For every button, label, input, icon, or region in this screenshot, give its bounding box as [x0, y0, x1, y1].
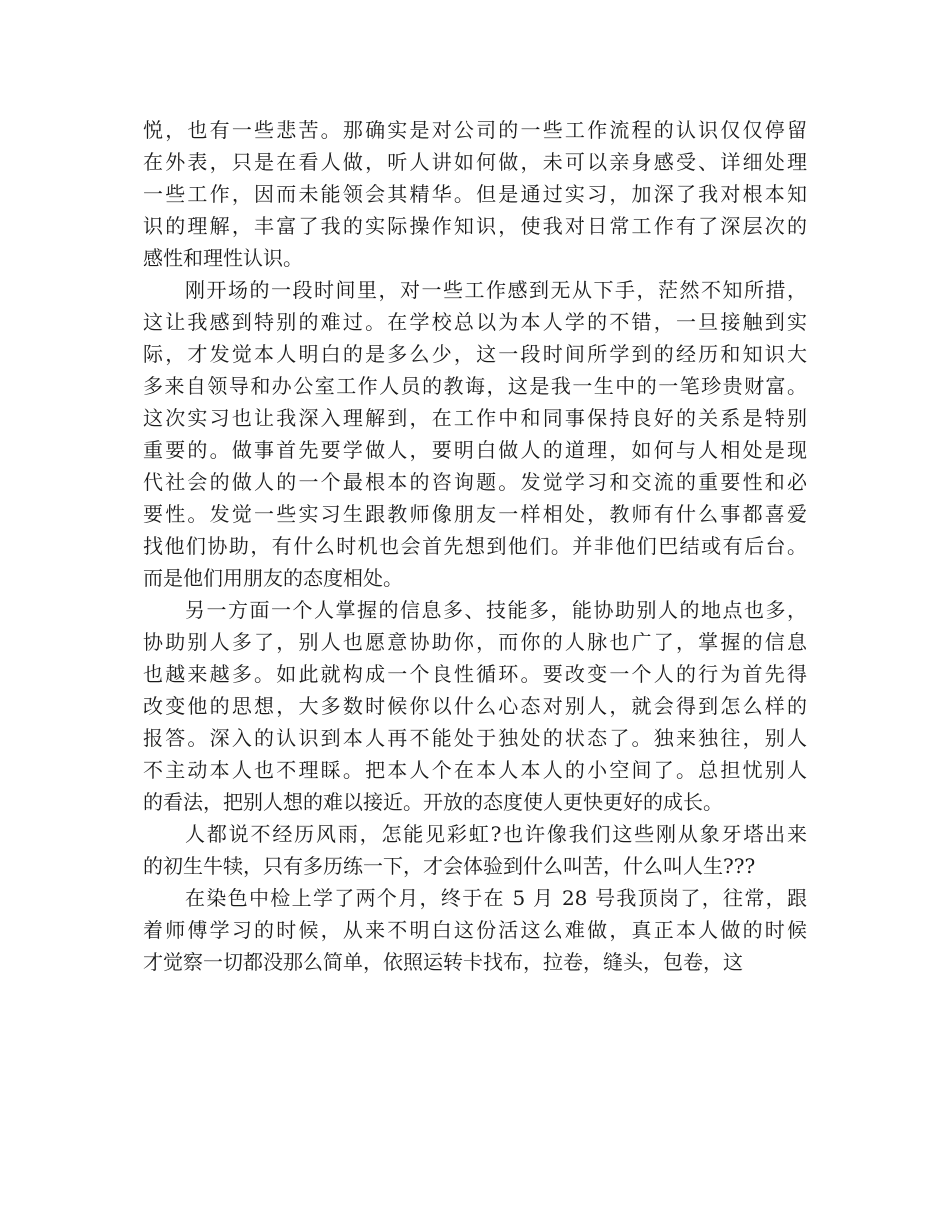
text-line: 才觉察一切都没那么简单，依照运转卡找布，拉卷，缝头，包卷，这 — [143, 950, 743, 974]
text-line: 改变他的思想，大多数时候你以什么心态对别人，就会得到怎么样的 — [143, 694, 807, 718]
text-line: 另一方面一个人掌握的信息多、技能多，能协助别人的地点也多， — [185, 598, 807, 622]
text-line: 识的理解，丰富了我的实际操作知识，使我对日常工作有了深层次的 — [143, 214, 807, 238]
text-line: 在染色中检上学了两个月，终于在 5 月 28 号我顶岗了，往常，跟 — [185, 886, 807, 910]
paragraph — [143, 594, 807, 818]
text-line: 的看法，把别人想的难以接近。开放的态度使人更快更好的成长。 — [143, 790, 723, 814]
text-line: 刚开场的一段时间里，对一些工作感到无从下手，茫然不知所措， — [185, 278, 807, 302]
text-line: 多来自领导和办公室工作人员的教诲，这是我一生中的一笔珍贵财富。 — [143, 374, 807, 398]
text-line: 这次实习也让我深入理解到，在工作中和同事保持良好的关系是特别 — [143, 406, 807, 430]
text-line: 协助别人多了，别人也愿意协助你，而你的人脉也广了，掌握的信息 — [143, 630, 807, 654]
document-page — [143, 114, 807, 978]
text-line: 代社会的做人的一个最根本的咨询题。发觉学习和交流的重要性和必 — [143, 470, 807, 494]
text-line: 际，才发觉本人明白的是多么少，这一段时间所学到的经历和知识大 — [143, 342, 807, 366]
text-line: 找他们协助，有什么时机也会首先想到他们。并非他们巴结或有后台。 — [143, 534, 807, 558]
text-line: 的初生牛犊，只有多历练一下，才会体验到什么叫苦，什么叫人生??? — [143, 854, 756, 878]
paragraph — [143, 274, 807, 594]
text-line: 感性和理性认识。 — [143, 246, 303, 270]
text-line: 这让我感到特别的难过。在学校总以为本人学的不错，一旦接触到实 — [143, 310, 807, 334]
text-line: 悦，也有一些悲苦。那确实是对公司的一些工作流程的认识仅仅停留 — [143, 118, 807, 142]
paragraph — [143, 114, 807, 274]
text-line: 在外表，只是在看人做，听人讲如何做，未可以亲身感受、详细处理 — [143, 150, 807, 174]
text-line: 人都说不经历风雨，怎能见彩虹?也许像我们这些刚从象牙塔出来 — [185, 822, 807, 846]
text-line: 要性。发觉一些实习生跟教师像朋友一样相处，教师有什么事都喜爱 — [143, 502, 807, 526]
text-line: 不主动本人也不理睬。把本人个在本人本人的小空间了。总担忧别人 — [143, 758, 807, 782]
paragraph — [143, 818, 807, 882]
text-line: 报答。深入的认识到本人再不能处于独处的状态了。独来独往，别人 — [143, 726, 807, 750]
text-line: 一些工作，因而未能领会其精华。但是通过实习，加深了我对根本知 — [143, 182, 807, 206]
text-line: 重要的。做事首先要学做人，要明白做人的道理，如何与人相处是现 — [143, 438, 807, 462]
text-line: 着师傅学习的时候，从来不明白这份活这么难做，真正本人做的时候 — [143, 918, 807, 942]
text-line: 也越来越多。如此就构成一个良性循环。要改变一个人的行为首先得 — [143, 662, 807, 686]
paragraph — [143, 882, 807, 978]
text-line: 而是他们用朋友的态度相处。 — [143, 566, 403, 590]
